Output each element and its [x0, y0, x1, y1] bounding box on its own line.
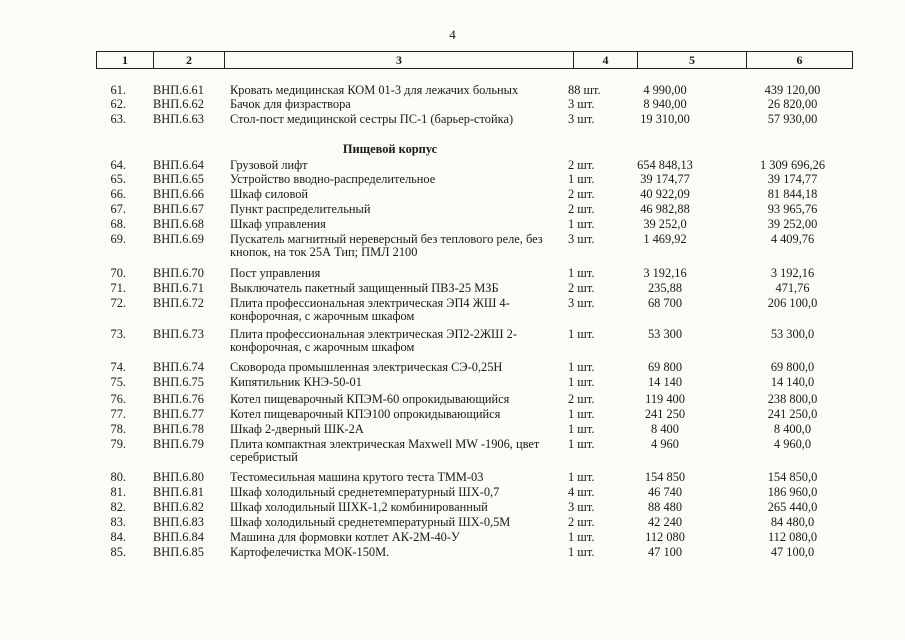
item-quantity: 1 шт.: [568, 360, 595, 374]
row-number: 65.: [110, 172, 126, 186]
item-quantity: 2 шт.: [568, 158, 595, 172]
item-total: 47 100,0: [770, 545, 815, 559]
item-code: ВНП.6.71: [153, 281, 204, 295]
item-total: 471,76: [775, 281, 810, 295]
item-quantity: 3 шт.: [568, 500, 595, 514]
row-number: 61.: [110, 83, 126, 97]
item-total: 53 300,0: [770, 327, 815, 341]
item-code: ВНП.6.67: [153, 202, 204, 216]
item-total: 112 080,0: [767, 530, 818, 544]
item-name: Шкаф холодильный среднетемпературный ШХ-0,7: [230, 485, 500, 499]
item-quantity: 2 шт.: [568, 202, 595, 216]
row-number: 80.: [110, 470, 126, 484]
item-total: 206 100,0: [767, 296, 818, 310]
item-code: ВНП.6.81: [153, 485, 204, 499]
item-total: 265 440,0: [767, 500, 818, 514]
item-total: 1 309 696,26: [759, 158, 826, 172]
column-header-3: 3: [225, 52, 574, 69]
item-total: 93 965,76: [767, 202, 818, 216]
item-unit-price: 112 080: [645, 530, 685, 544]
item-code: ВНП.6.73: [153, 327, 204, 341]
row-number: 79.: [110, 437, 126, 451]
row-number: 74.: [110, 360, 126, 374]
item-unit-price: 119 400: [645, 392, 685, 406]
item-total: 69 800,0: [770, 360, 815, 374]
item-name: Кипятильник КНЭ-50-01: [230, 375, 362, 389]
item-total: 14 140,0: [770, 375, 815, 389]
section-title: Пищевой корпус: [342, 142, 438, 156]
item-unit-price: 19 310,00: [640, 112, 690, 126]
item-quantity: 2 шт.: [568, 187, 595, 201]
item-unit-price: 39 252,0: [643, 217, 687, 231]
row-number: 85.: [110, 545, 126, 559]
item-unit-price: 8 940,00: [643, 97, 687, 111]
item-quantity: 1 шт.: [568, 327, 595, 341]
item-name: Стол-пост медицинской сестры ПС-1 (барьер-стойка): [230, 112, 514, 126]
item-quantity: 1 шт.: [568, 545, 595, 559]
item-unit-price: 4 960: [651, 437, 679, 451]
item-unit-price: 53 300: [647, 327, 683, 341]
row-number: 73.: [110, 327, 126, 341]
item-unit-price: 8 400: [651, 422, 679, 436]
item-name: Устройство вводно-распределительное: [230, 172, 436, 186]
row-number: 67.: [110, 202, 126, 216]
item-quantity: 3 шт.: [568, 97, 595, 111]
item-unit-price: 40 922,09: [640, 187, 690, 201]
row-number: 75.: [110, 375, 126, 389]
row-number: 69.: [110, 232, 126, 246]
item-unit-price: 88 480: [647, 500, 683, 514]
item-total: 84 480,0: [770, 515, 815, 529]
item-code: ВНП.6.78: [153, 422, 204, 436]
item-quantity: 1 шт.: [568, 217, 595, 231]
row-number: 70.: [110, 266, 126, 280]
item-total: 4 409,76: [770, 232, 815, 246]
item-quantity: 3 шт.: [568, 112, 595, 126]
item-total: 154 850,0: [767, 470, 818, 484]
item-name: Плита компактная электрическая Maxwell MW -1906, цвет серебристый: [230, 437, 540, 464]
item-name: Картофелечистка МОК-150М.: [230, 545, 390, 559]
item-code: ВНП.6.74: [153, 360, 204, 374]
item-code: ВНП.6.72: [153, 296, 204, 310]
page-number: 4: [449, 27, 456, 42]
row-number: 64.: [110, 158, 126, 172]
item-unit-price: 69 800: [647, 360, 683, 374]
item-code: ВНП.6.82: [153, 500, 204, 514]
item-name: Пункт распределительный: [230, 202, 371, 216]
item-quantity: 88 шт.: [568, 83, 601, 97]
item-unit-price: 154 850: [644, 470, 686, 484]
item-code: ВНП.6.85: [153, 545, 204, 559]
row-number: 77.: [110, 407, 126, 421]
item-total: 57 930,00: [767, 112, 818, 126]
item-unit-price: 46 740: [647, 485, 683, 499]
item-name: Шкаф управления: [230, 217, 326, 231]
item-total: 39 174,77: [767, 172, 818, 186]
item-code: ВНП.6.76: [153, 392, 204, 406]
item-total: 186 960,0: [767, 485, 818, 499]
item-total: 26 820,00: [767, 97, 818, 111]
item-code: ВНП.6.65: [153, 172, 204, 186]
column-header-6: 6: [747, 52, 853, 69]
item-name: Кровать медицинская КОМ 01-3 для лежачих больных: [230, 83, 519, 97]
row-number: 63.: [110, 112, 126, 126]
item-quantity: 1 шт.: [568, 375, 595, 389]
item-unit-price: 47 100: [647, 545, 683, 559]
item-total: 3 192,16: [770, 266, 815, 280]
item-code: ВНП.6.69: [153, 232, 204, 246]
row-number: 78.: [110, 422, 126, 436]
row-number: 62.: [110, 97, 126, 111]
row-number: 83.: [110, 515, 126, 529]
row-number: 72.: [110, 296, 126, 310]
item-total: 238 800,0: [767, 392, 818, 406]
item-quantity: 1 шт.: [568, 266, 595, 280]
column-header-2: 2: [154, 52, 225, 69]
item-quantity: 2 шт.: [568, 281, 595, 295]
item-unit-price: 4 990,00: [643, 83, 687, 97]
item-name: Грузовой лифт: [230, 158, 308, 172]
item-code: ВНП.6.75: [153, 375, 204, 389]
row-number: 66.: [110, 187, 126, 201]
item-name: Шкаф холодильный среднетемпературный ШХ-0,5М: [230, 515, 511, 529]
item-total: 8 400,0: [773, 422, 812, 436]
item-name: Сковорода промышленная электрическая СЭ-0,25Н: [230, 360, 503, 374]
item-name: Бачок для физраствора: [230, 97, 351, 111]
item-unit-price: 654 848,13: [637, 158, 693, 172]
row-number: 81.: [110, 485, 126, 499]
item-quantity: 3 шт.: [568, 232, 595, 246]
item-unit-price: 235,88: [647, 281, 683, 295]
item-total: 4 960,0: [773, 437, 812, 451]
item-name: Котел пищеварочный КПЭМ-60 опрокидывающийся: [230, 392, 510, 406]
item-code: ВНП.6.62: [153, 97, 204, 111]
item-name: Тестомесильная машина крутого теста ТММ-03: [230, 470, 484, 484]
item-code: ВНП.6.77: [153, 407, 204, 421]
item-code: ВНП.6.66: [153, 187, 204, 201]
row-number: 68.: [110, 217, 126, 231]
column-header-5: 5: [638, 52, 747, 69]
item-unit-price: 3 192,16: [643, 266, 687, 280]
column-header-1: 1: [97, 52, 154, 69]
item-code: ВНП.6.79: [153, 437, 204, 451]
item-quantity: 1 шт.: [568, 422, 595, 436]
item-code: ВНП.6.80: [153, 470, 204, 484]
item-name: Пускатель магнитный нереверсный без теплового реле, без кнопок, на ток 25А Тип; ПМЛ 2100: [230, 232, 543, 259]
item-code: ВНП.6.70: [153, 266, 204, 280]
item-name: Выключатель пакетный защищенный ПВЗ-25 МЗБ: [230, 281, 499, 295]
item-quantity: 4 шт.: [568, 485, 595, 499]
item-code: ВНП.6.68: [153, 217, 204, 231]
row-number: 82.: [110, 500, 126, 514]
item-code: ВНП.6.61: [153, 83, 204, 97]
item-name: Шкаф 2-дверный ШК-2А: [230, 422, 364, 436]
item-name: Шкаф холодильный ШХК-1,2 комбинированный: [230, 500, 488, 514]
item-code: ВНП.6.64: [153, 158, 204, 172]
item-unit-price: 42 240: [647, 515, 683, 529]
item-name: Шкаф силовой: [230, 187, 309, 201]
item-code: ВНП.6.84: [153, 530, 204, 544]
item-quantity: 1 шт.: [568, 437, 595, 451]
item-unit-price: 46 982,88: [640, 202, 690, 216]
item-unit-price: 68 700: [647, 296, 683, 310]
item-quantity: 3 шт.: [568, 296, 595, 310]
item-code: ВНП.6.83: [153, 515, 204, 529]
row-number: 71.: [110, 281, 126, 295]
item-quantity: 2 шт.: [568, 515, 595, 529]
row-number: 76.: [110, 392, 126, 406]
item-quantity: 1 шт.: [568, 470, 595, 484]
row-number: 84.: [110, 530, 126, 544]
item-quantity: 2 шт.: [568, 392, 595, 406]
item-quantity: 1 шт.: [568, 407, 595, 421]
item-unit-price: 39 174,77: [640, 172, 690, 186]
item-unit-price: 1 469,92: [643, 232, 687, 246]
item-code: ВНП.6.63: [153, 112, 204, 126]
item-name: Плита профессиональная электрическая ЭП4 ЖШ 4-конфорочная, с жарочным шкафом: [230, 296, 510, 323]
item-name: Плита профессиональная электрическая ЭП2-2ЖШ 2-конфорочная, с жарочным шкафом: [230, 327, 517, 354]
item-name: Пост управления: [230, 266, 321, 280]
item-unit-price: 14 140: [647, 375, 683, 389]
item-quantity: 1 шт.: [568, 172, 595, 186]
item-total: 439 120,00: [764, 83, 821, 97]
item-total: 39 252,00: [767, 217, 818, 231]
item-quantity: 1 шт.: [568, 530, 595, 544]
item-unit-price: 241 250: [644, 407, 686, 421]
item-name: Котел пищеварочный КПЭ100 опрокидывающийся: [230, 407, 501, 421]
item-total: 241 250,0: [767, 407, 818, 421]
item-name: Машина для формовки котлет АК-2М-40-У: [230, 530, 460, 544]
column-header-4: 4: [574, 52, 638, 69]
item-total: 81 844,18: [767, 187, 818, 201]
